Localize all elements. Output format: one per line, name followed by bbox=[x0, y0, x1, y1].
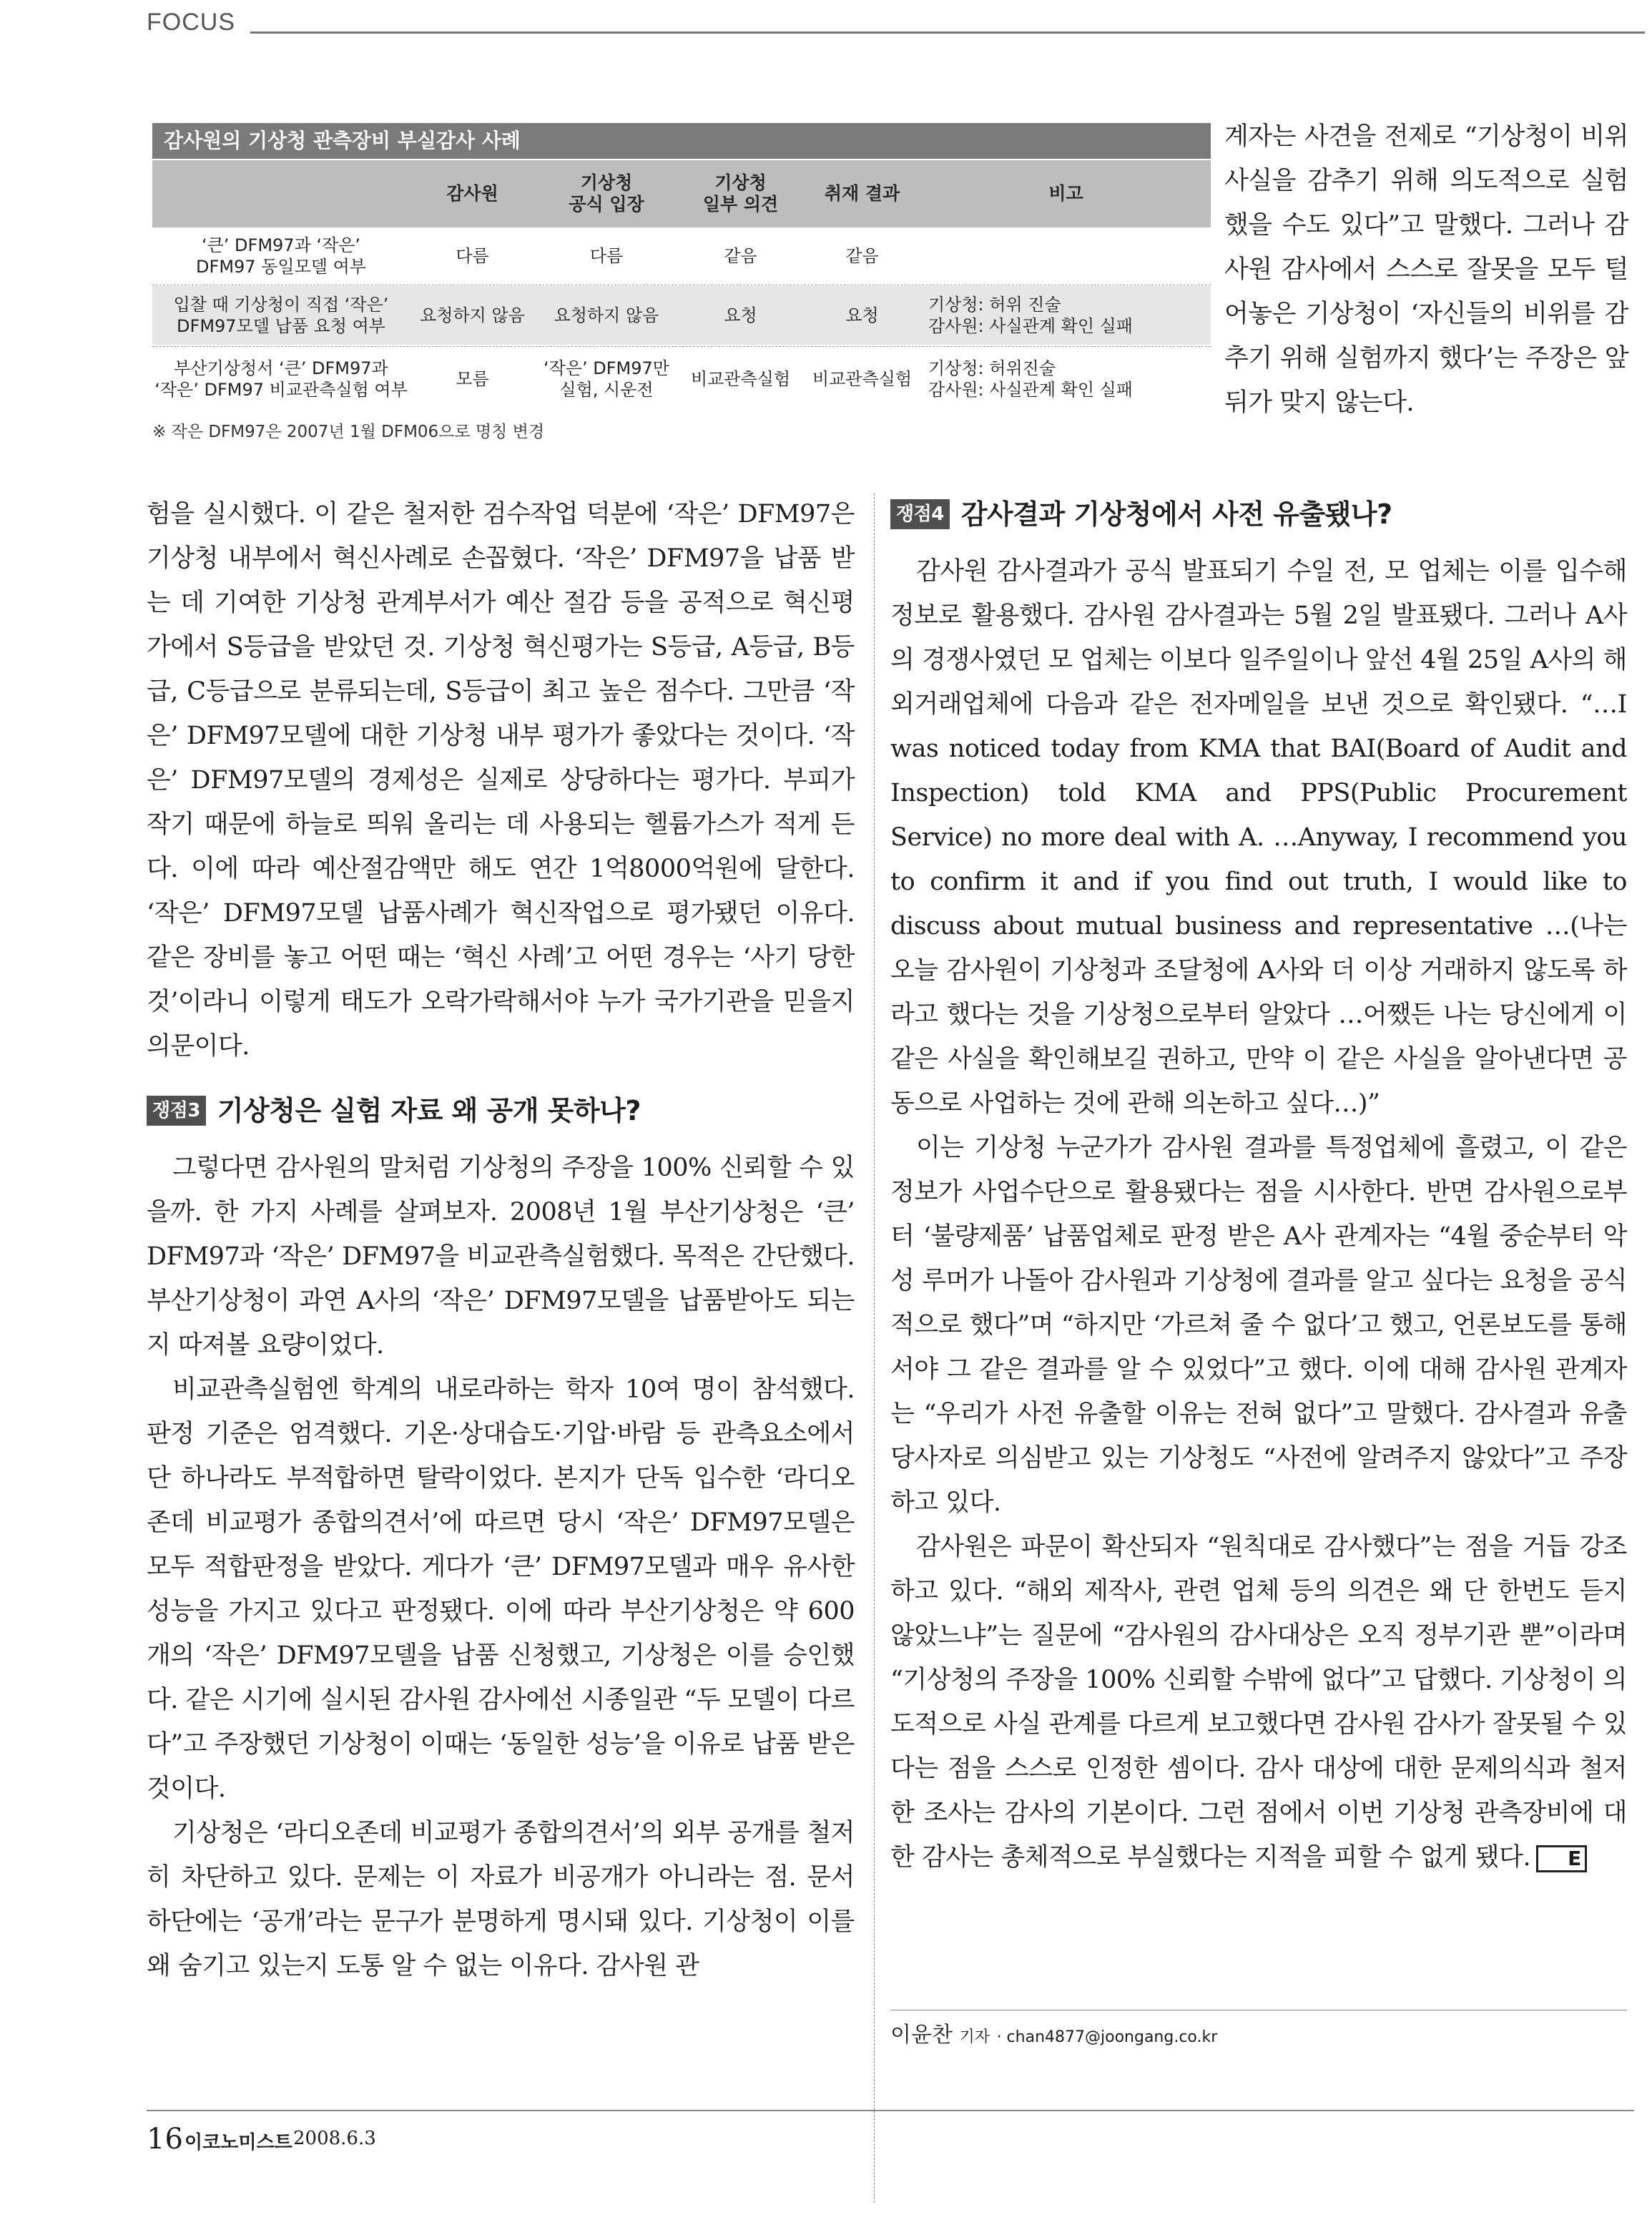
table-header-cell: 기상청 공식 입장 bbox=[569, 172, 644, 215]
header-rule bbox=[250, 31, 1645, 34]
left-paragraph: 기상청은 ‘라디오존데 비교평가 종합의견서’의 외부 공개를 철저히 차단하고 있다. 문제는 이 자료가 비공개가 아니라는 점. 문서 하단에는 ‘공개’라는 문구가 분명하게 명시돼 있다. 기상청이 이를 왜 숨기고 있는지 도통 알 수 없는 이유다. 감사원 관 bbox=[147, 1819, 855, 1980]
issue-badge: 쟁점3 bbox=[147, 1096, 206, 1126]
byline bbox=[890, 2017, 1217, 2048]
section-title: 기상청은 실험 자료 왜 공개 못하나? bbox=[217, 1095, 641, 1126]
table-cell: 비교관측실험 bbox=[690, 369, 791, 389]
column-divider bbox=[874, 493, 875, 2203]
table-cell: 같음 bbox=[724, 246, 757, 266]
table-cell: ‘큰’ DFM97과 ‘작은’ DFM97 동일모델 여부 bbox=[196, 235, 366, 277]
table-title: 감사원의 기상청 관측장비 부실감사 사례 bbox=[152, 123, 1211, 159]
side-paragraph: 계자는 사견을 전제로 “기상청이 비위사실을 감추기 위해 의도적으로 실험했을 수도 있다”고 말했다. 그러나 감사원 감사에서 스스로 잘못을 모두 털어놓은 기상청이 ‘자신들의 비위를 감추기 위해 실험까지 했다’는 주장은 앞뒤가 맞지 않는다. bbox=[1224, 122, 1628, 417]
table-cell bbox=[928, 229, 1211, 283]
table-header-cell: 감사원 bbox=[446, 183, 498, 204]
right-column bbox=[890, 492, 1627, 1880]
end-mark-icon: E bbox=[1536, 1845, 1587, 1872]
table-footnote: ※ 작은 DFM97은 2007년 1월 DFM06으로 명칭 변경 bbox=[152, 423, 545, 441]
table-row bbox=[152, 286, 1211, 345]
table-cell: 다름 bbox=[456, 246, 489, 266]
left-paragraph: 비교관측실험엔 학계의 내로라하는 학자 10여 명이 참석했다. 판정 기준은 엄격했다. 기온·상대습도·기압·바람 등 관측요소에서 단 하나라도 부적합하면 탈락이었다. 본지가 단독 입수한 ‘라디오존데 비교평가 종합의견서’에 따르면 당시 ‘작은’ DFM97모델은 모두 적합판정을 받았다. 게다가 ‘큰’ DFM97모델과 매우 유사한 성능을 가지고 있다고 판정됐다. 이에 따라 부산기상청은 약 600개의 ‘작은’ DFM97모델을 납품 신청했고, 기상청은 이를 승인했다. 같은 시기에 실시된 감사원 감사에선 시종일관 “두 모델이 다르다”고 주장했던 기상청이 이때는 ‘동일한 성능’을 이유로 납품 받은 것이다. bbox=[147, 1375, 855, 1803]
publication-date: 2008.6.3 bbox=[293, 2128, 376, 2149]
table-header-cell: 취재 결과 bbox=[824, 183, 900, 204]
left-paragraph: 그렇다면 감사원의 말처럼 기상청의 주장을 100% 신뢰할 수 있을까. 한 가지 사례를 살펴보자. 2008년 1월 부산기상청은 ‘큰’ DFM97과 ‘작은’ DFM97을 비교관측실험했다. 목적은 간단했다. 부산기상청이 과연 A사의 ‘작은’ DFM97모델을 납품받아도 되는지 따져볼 요량이었다. bbox=[147, 1154, 855, 1360]
issue-badge: 쟁점4 bbox=[890, 499, 950, 529]
table-row bbox=[152, 229, 1211, 283]
table-cell: 요청 bbox=[724, 305, 757, 325]
section-title: 감사결과 기상청에서 사전 유출됐나? bbox=[960, 498, 1392, 530]
table-header-cell: 기상청 일부 의견 bbox=[702, 172, 779, 215]
table-cell: 다름 bbox=[589, 246, 624, 266]
table-cell: 입찰 때 기상청이 직접 ‘작은’ DFM97모델 납품 요청 여부 bbox=[173, 295, 389, 336]
table-cell: 기상청: 허위 진술 감사원: 사실관계 확인 실패 bbox=[928, 295, 1133, 336]
section-label: FOCUS bbox=[147, 9, 235, 36]
left-paragraph: 험을 실시했다. 이 같은 철저한 검수작업 덕분에 ‘작은’ DFM97은 기상청 내부에서 혁신사례로 손꼽혔다. ‘작은’ DFM97을 납품 받는 데 기여한 기상청 관계부서가 예산 절감 등을 공적으로 혁신평가에서 S등급을 받았던 것. 기상청 혁신평가는 S등급, A등급, B등급, C등급으로 분류되는데, S등급이 최고 높은 점수다. 그만큼 ‘작은’ DFM97모델에 대한 기상청 내부 평가가 좋았다는 것이다. ‘작은’ DFM97모델의 경제성은 실제로 상당하다는 평가다. 부피가 작기 때문에 하늘로 띄워 올리는 데 사용되는 헬륨가스가 적게 든다. 이에 따라 예산절감액만 해도 연간 1억8000억원에 달한다. ‘작은’ DFM97모델 납품사례가 혁신작업으로 평가됐던 이유다. 같은 장비를 놓고 어떤 때는 ‘혁신 사례’고 어떤 경우는 ‘사기 당한 것’이라니 이렇게 태도가 오락가락해서야 누가 국가기관을 믿을지 의문이다. bbox=[147, 500, 855, 1061]
right-paragraph: 감사원 감사결과가 공식 발표되기 수일 전, 모 업체는 이를 입수해 정보로 활용했다. 감사원 감사결과는 5월 2일 발표됐다. 그러나 A사의 경쟁사였던 모 업체는 이보다 일주일이나 앞선 4월 25일 A사의 해외거래업체에 다음과 같은 전자메일을 보낸 것으로 확인됐다. “…I was noticed today from KMA that BAI(Board of Audit and Inspection) told KMA and PPS(Public Procurement Service) no more deal with A. …Anyway, I recommend you to confirm it and if you find out truth, I would like to discuss about mutual business and representative …(나는 오늘 감사원이 기상청과 조달청에 A사와 더 이상 거래하지 않도록 하라고 했다는 것을 기상청으로부터 알았다 …어쨌든 나는 당신에게 이 같은 사실을 확인해보길 권하고, 만약 이 같은 사실을 알아낸다면 공동으로 사업하는 것에 관해 의논하고 싶다…)” bbox=[890, 557, 1627, 1118]
table-cell: 같음 bbox=[845, 246, 879, 266]
table-row bbox=[152, 348, 1211, 411]
author-role: 기자 bbox=[959, 2028, 990, 2046]
author-name: 이윤찬 bbox=[890, 2023, 953, 2048]
table-cell: 비교관측실험 bbox=[812, 369, 913, 389]
table-cell: 모름 bbox=[456, 369, 489, 389]
table-row-divider bbox=[152, 346, 1211, 347]
table-cell: 부산기상청서 ‘큰’ DFM97과 ‘작은’ DFM97 비교관측실험 여부 bbox=[154, 358, 408, 400]
left-column bbox=[147, 492, 855, 1988]
table-cell: 요청하지 않음 bbox=[554, 305, 659, 325]
table-cell: 요청 bbox=[845, 305, 879, 325]
paragraph-text: 감사원은 파문이 확산되자 “원칙대로 감사했다”는 점을 거듭 강조하고 있다. “해외 제작사, 관련 업체 등의 의견은 왜 단 한번도 듣지 않았느냐”는 질문에 “감사원의 감사대상은 오직 정부기관 뿐”이라며 “기상청의 주장을 100% 신뢰할 수밖에 없다”고 답했다. 기상청이 의도적으로 사실 관계를 다르게 보고했다면 감사원 감사가 잘못될 수 있다는 점을 스스로 인정한 셈이다. 감사 대상에 대한 문제의식과 철저한 조사는 감사의 기본이다. 그런 점에서 이번 기상청 관측장비에 대한 감사는 총체적으로 부실했다는 지적을 피할 수 없게 됐다. bbox=[890, 1533, 1627, 1872]
table-header-row bbox=[152, 160, 1211, 227]
right-paragraph: 이는 기상청 누군가가 감사원 결과를 특정업체에 흘렸고, 이 같은 정보가 사업수단으로 활용됐다는 점을 시사한다. 반면 감사원으로부터 ‘불량제품’ 납품업체로 판정 받은 A사 관계자는 “4월 중순부터 악성 루머가 나돌아 감사원과 기상청에 결과를 알고 싶다는 요청을 공식적으로 했다”며 “하지만 ‘가르쳐 줄 수 없다’고 했고, 언론보도를 통해서야 그 같은 결과를 알 수 있었다”고 했다. 이에 대해 감사원 관계자는 “우리가 사전 유출할 이유는 전혀 없다”고 말했다. 감사결과 유출 당사자로 의심받고 있는 기상청도 “사전에 알려주지 않았다”고 주장하고 있다. bbox=[890, 1134, 1627, 1517]
table-cell: 요청하지 않음 bbox=[420, 305, 525, 325]
table-header-cell bbox=[152, 160, 410, 227]
table-cell: 기상청: 허위진술 감사원: 사실관계 확인 실패 bbox=[928, 358, 1133, 400]
section-heading-4 bbox=[890, 492, 1627, 536]
author-email: · chan4877@joongang.co.kr bbox=[996, 2028, 1218, 2046]
table-cell: ‘작은’ DFM97만 실험, 시운전 bbox=[544, 358, 669, 400]
section-heading-3 bbox=[147, 1089, 855, 1133]
table-header-cell: 비고 bbox=[1048, 183, 1083, 204]
side-column bbox=[1224, 114, 1628, 425]
page-number: 16 bbox=[147, 2123, 183, 2156]
magazine-name: 이코노미스트 bbox=[185, 2132, 292, 2153]
footer-rule bbox=[147, 2110, 1634, 2111]
right-paragraph bbox=[890, 1525, 1627, 1880]
